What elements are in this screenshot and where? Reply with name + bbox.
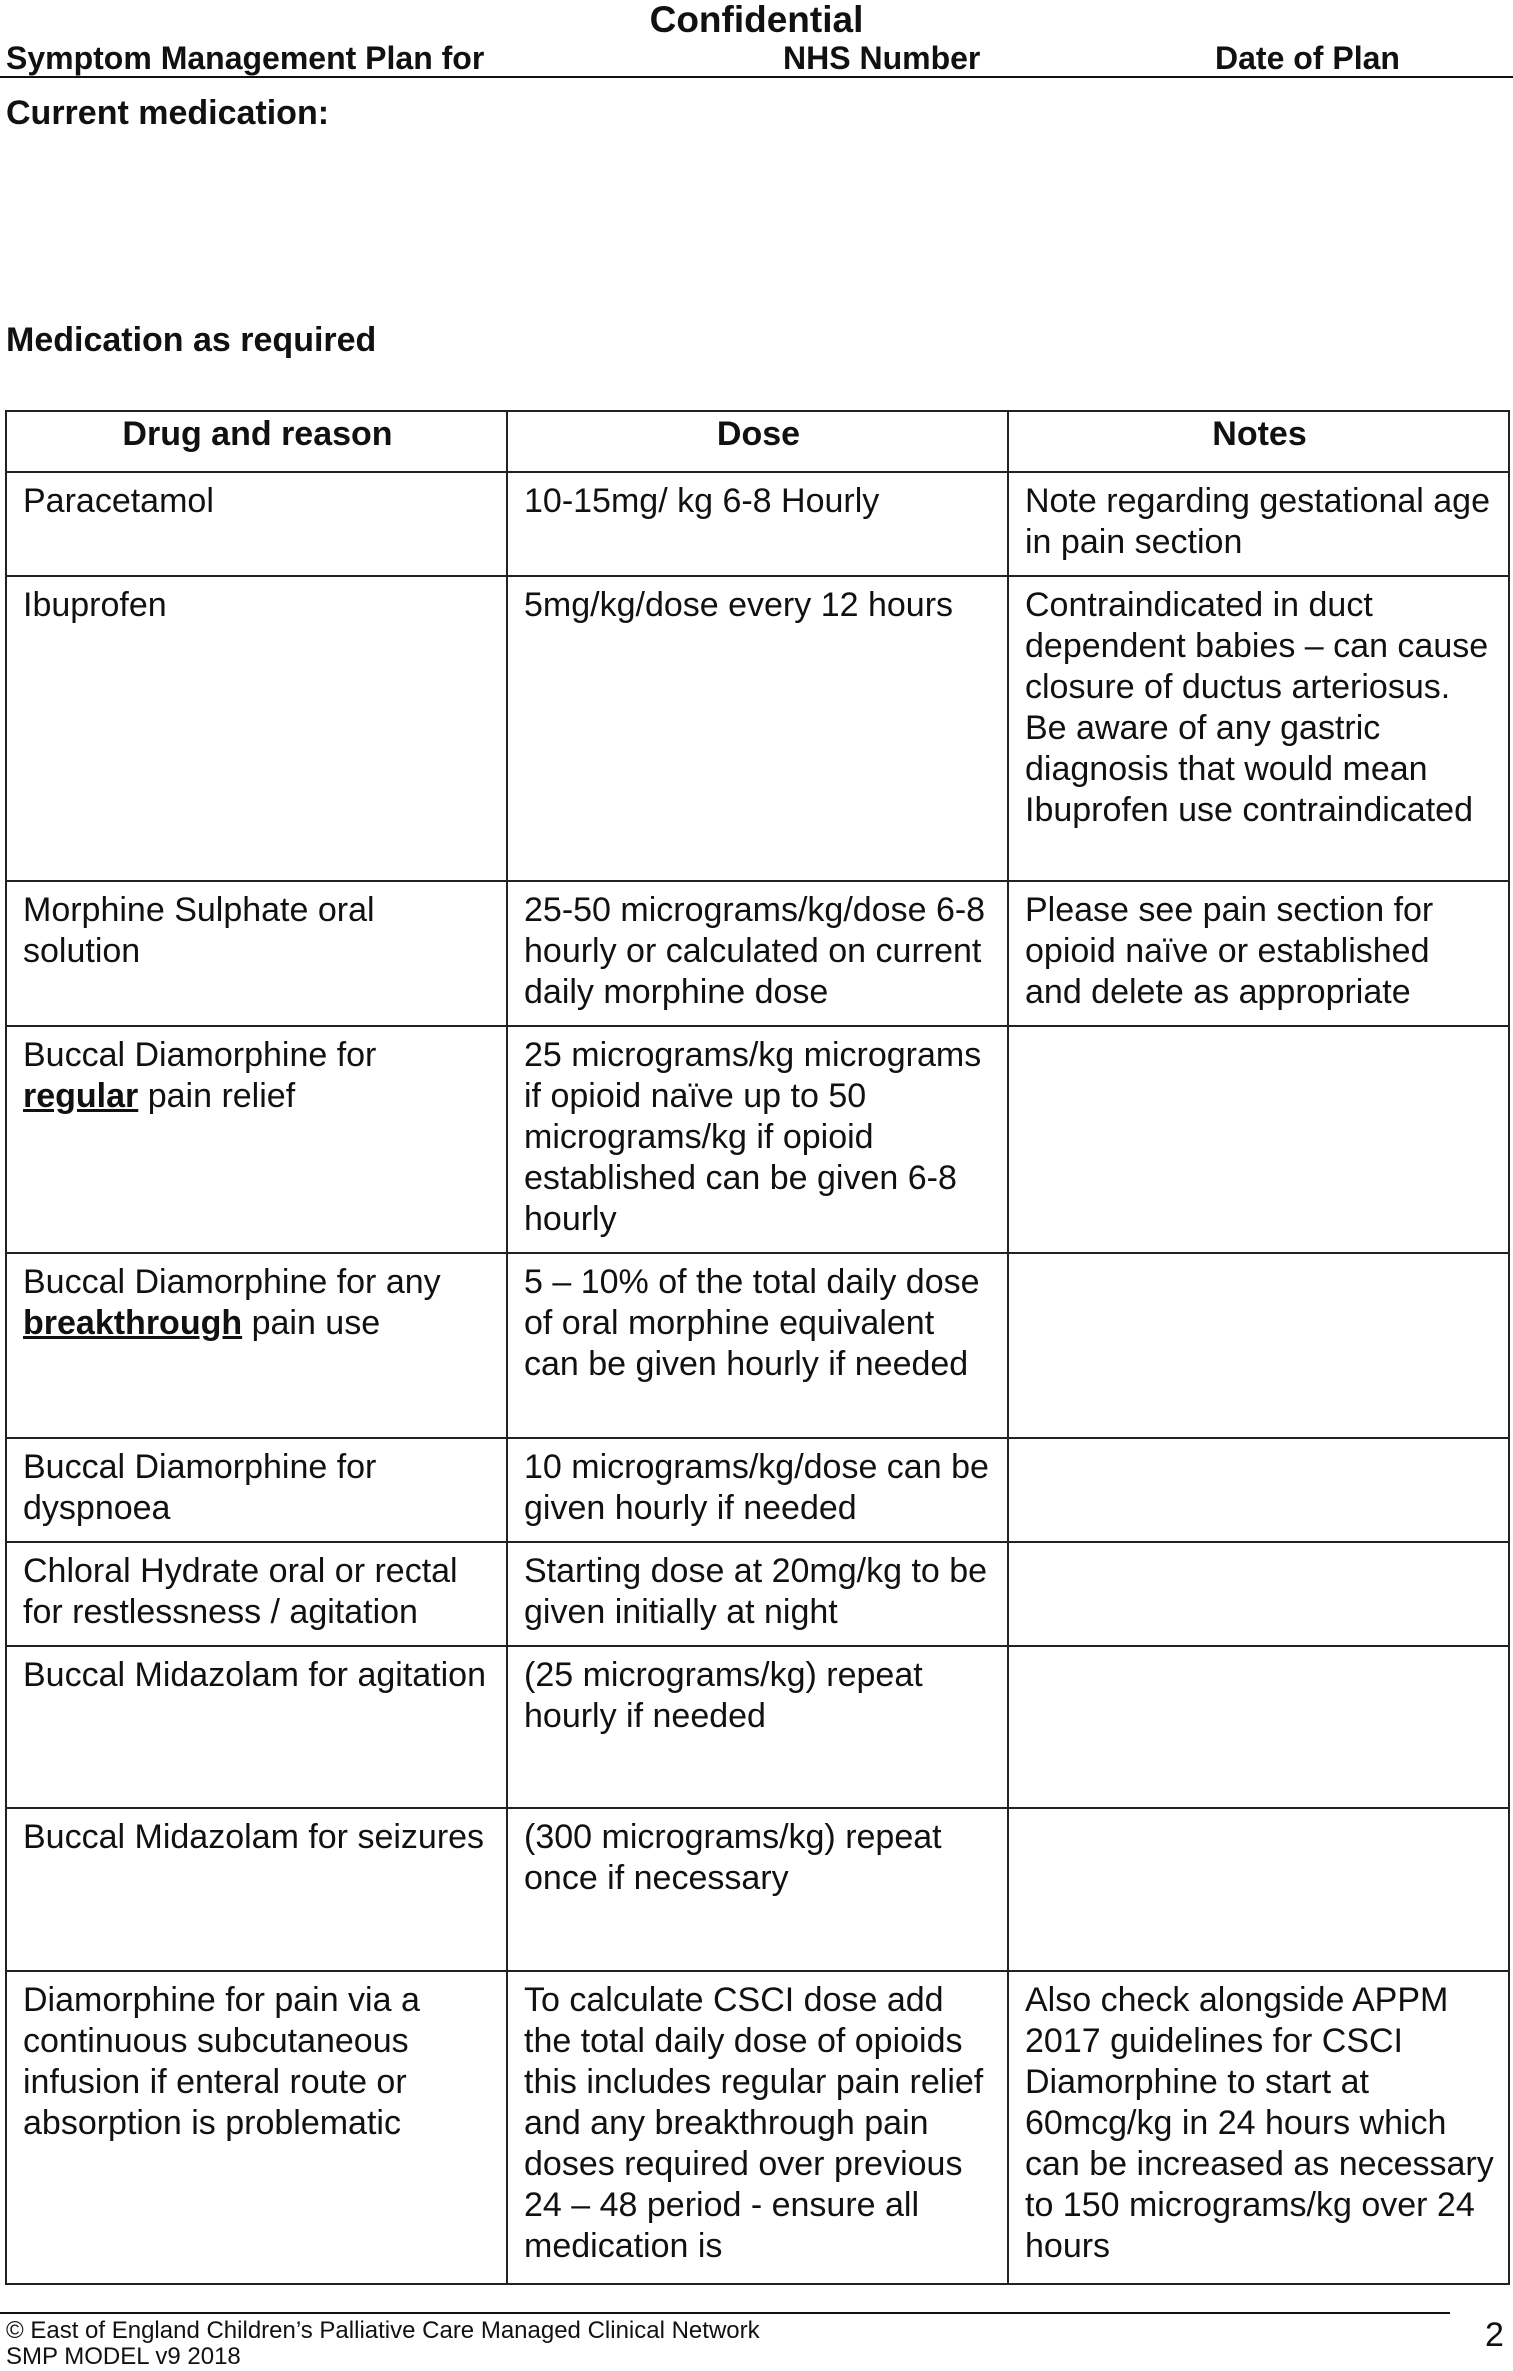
notes-cell [1008,1542,1509,1646]
table-row [6,1646,1509,1808]
notes-cell: Note regarding gestational age in pain section [1008,472,1509,576]
drug-text: pain relief [138,1077,296,1115]
dose-cell: 5 – 10% of the total daily dose of oral morphine equivalent can be given hourly if needed [507,1253,1008,1438]
drug-cell: Buccal Midazolam for agitation [6,1646,507,1808]
drug-cell: Buccal Diamorphine for dyspnoea [6,1438,507,1542]
medication-as-required-heading: Medication as required [6,321,377,359]
dose-cell: Starting dose at 20mg/kg to be given initially at night [507,1542,1008,1646]
notes-cell: Please see pain section for opioid naïve or established and delete as appropriate [1008,881,1509,1026]
current-medication-heading: Current medication: [6,94,330,132]
column-header-drug: Drug and reason [6,411,507,472]
table-row [6,1808,1509,1971]
drug-cell: Buccal Midazolam for seizures [6,1808,507,1971]
date-of-plan-label: Date of Plan [1215,40,1400,76]
drug-text: Buccal Diamorphine for any [23,1263,441,1301]
nhs-number-label: NHS Number [783,40,981,76]
footer-copyright: © East of England Children’s Palliative Care Managed Clinical Network [6,2317,760,2344]
dose-cell: To calculate CSCI dose add the total daily dose of opioids this includes regular pain relief and any breakthrough pain doses required over previous 24 – 48 period - ensure all medication is [507,1971,1008,2284]
dose-cell: 10 micrograms/kg/dose can be given hourly if needed [507,1438,1008,1542]
drug-text: pain use [242,1304,381,1342]
drug-cell: Chloral Hydrate oral or rectal for restlessness / agitation [6,1542,507,1646]
header-divider [0,76,1513,78]
footer-divider [0,2312,1450,2314]
page-number: 2 [1485,2316,1504,2354]
drug-cell [6,1253,507,1438]
notes-cell [1008,1438,1509,1542]
drug-cell: Paracetamol [6,472,507,576]
drug-emphasis: regular [23,1077,139,1115]
table-row [6,1438,1509,1542]
dose-cell: 10-15mg/ kg 6-8 Hourly [507,472,1008,576]
footer-model-version: SMP MODEL v9 2018 [6,2343,241,2370]
table-row [6,472,1509,576]
notes-cell [1008,1646,1509,1808]
dose-cell: 25 micrograms/kg micrograms if opioid naïve up to 50 micrograms/kg if opioid established can be given 6-8 hourly [507,1026,1008,1253]
dose-cell: 5mg/kg/dose every 12 hours [507,576,1008,881]
table-row [6,576,1509,881]
dose-cell: (25 micrograms/kg) repeat hourly if needed [507,1646,1008,1808]
table-row [6,881,1509,1026]
table-row [6,1253,1509,1438]
dose-cell: 25-50 micrograms/kg/dose 6-8 hourly or calculated on current daily morphine dose [507,881,1008,1026]
table-row [6,1026,1509,1253]
column-header-notes: Notes [1008,411,1509,472]
column-header-dose: Dose [507,411,1008,472]
notes-cell: Contraindicated in duct dependent babies – can cause closure of ductus arteriosus. Be aware of any gastric diagnosis that would mean Ibuprofen use contraindicated [1008,576,1509,881]
notes-cell [1008,1026,1509,1253]
notes-cell [1008,1253,1509,1438]
drug-cell: Ibuprofen [6,576,507,881]
drug-cell: Diamorphine for pain via a continuous subcutaneous infusion if enteral route or absorption is problematic [6,1971,507,2284]
notes-cell: Also check alongside APPM 2017 guidelines for CSCI Diamorphine to start at 60mcg/kg in 24 hours which can be increased as necessary to 150 micrograms/kg over 24 hours [1008,1971,1509,2284]
notes-cell [1008,1808,1509,1971]
drug-text: Buccal Diamorphine for [23,1036,377,1074]
table-row [6,1971,1509,2284]
document-title: Confidential [649,0,864,40]
drug-emphasis: breakthrough [23,1304,243,1342]
drug-cell: Morphine Sulphate oral solution [6,881,507,1026]
dose-cell: (300 micrograms/kg) repeat once if necessary [507,1808,1008,1971]
medication-table [5,410,1510,2285]
drug-cell [6,1026,507,1253]
table-header-row [6,411,1509,472]
table-row [6,1542,1509,1646]
plan-for-label: Symptom Management Plan for [6,40,485,76]
